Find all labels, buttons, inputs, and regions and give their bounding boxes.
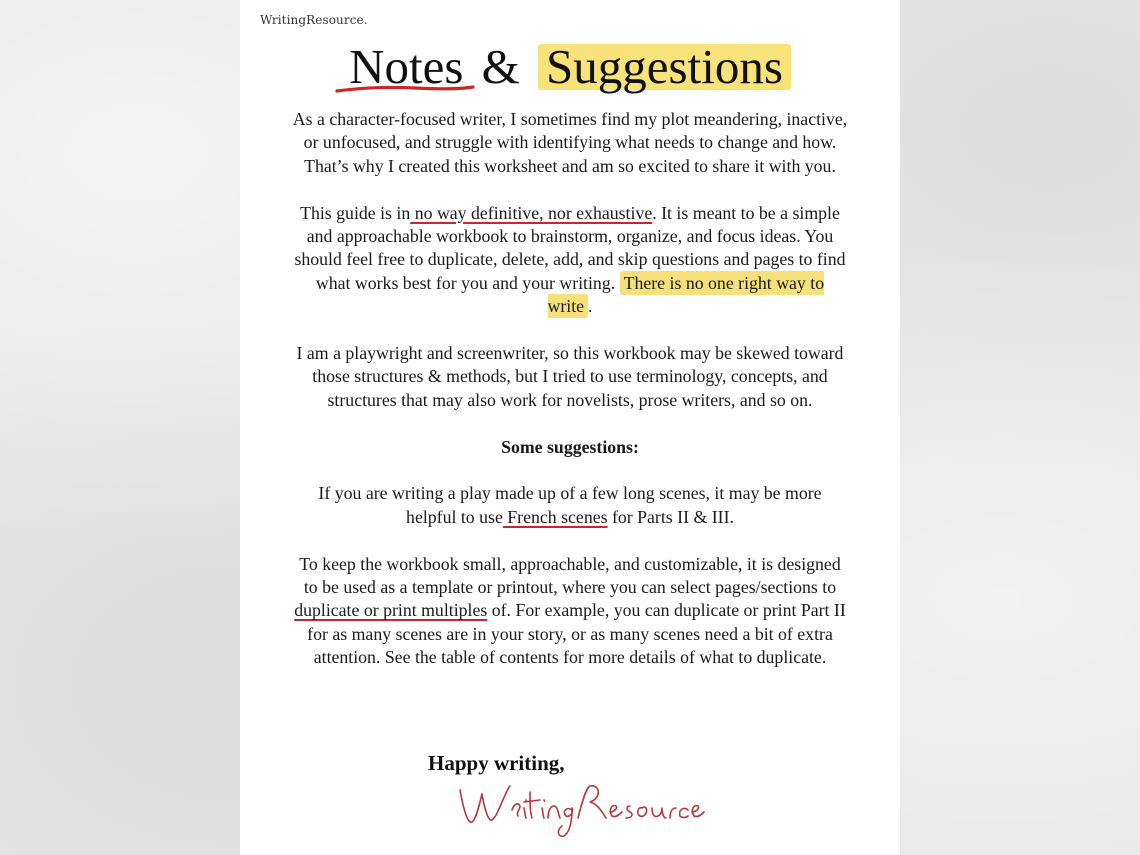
paragraph-french-scenes xyxy=(292,482,848,529)
body-text xyxy=(292,108,848,693)
paragraph-intro: As a character-focused writer, I sometimes find my plot meandering, inactive, or unfocused, and struggle with identifying what needs to change and how. That’s why I created this worksheet and am so excited to share it with you. xyxy=(292,109,848,176)
french-text-a: If you are writing a play made up of a few long scenes, it may be more helpful to use xyxy=(318,483,822,527)
duplicate-text-b: of. For example, you can duplicate or print Part II for as many scenes are in your story, or as many scenes need a bit of extra attention. See the table of contents for more details of what to duplicate. xyxy=(307,600,846,668)
title-notes-text: Notes xyxy=(349,39,464,94)
paragraph-duplicate xyxy=(292,553,848,670)
title-red-underline xyxy=(335,84,475,94)
title-ampersand: & xyxy=(481,39,520,94)
guide-text-c: . xyxy=(588,296,593,317)
title-word-suggestions: Suggestions xyxy=(538,44,791,90)
french-underlined-text: French scenes xyxy=(502,506,608,527)
duplicate-underlined-text: duplicate or print multiples xyxy=(294,600,488,621)
guide-text-a: This guide is in xyxy=(300,202,411,223)
french-text-b: for Parts II & III. xyxy=(607,506,734,527)
guide-text-b: . It is meant to be a simple and approachable workbook to brainstorm, organize, and focus ideas. You should feel free to duplicate, delete, add, and skip questions and pages to find what works best for you and your writing. xyxy=(294,202,846,293)
suggestions-heading: Some suggestions: xyxy=(501,436,639,457)
title-word-notes xyxy=(349,38,463,96)
paragraph-guide xyxy=(292,202,848,319)
paragraph-playwright: I am a playwright and screenwriter, so this workbook may be skewed toward those structures & methods, but I tried to use terminology, concepts, and structures that may also work for novelists, prose writers, and so on. xyxy=(296,343,844,410)
brand-label: WritingResource. xyxy=(260,13,368,27)
closing-line: Happy writing, xyxy=(428,751,565,775)
guide-highlighted-text: There is no one right way to write xyxy=(547,272,825,317)
duplicate-text-a: To keep the workbook small, approachable, and customizable, it is designed to be used as a template or printout, where you can select pages/sections to xyxy=(299,553,841,598)
page-title xyxy=(240,38,900,96)
handwritten-signature xyxy=(450,772,710,842)
document-page xyxy=(240,0,900,855)
guide-underlined-text: no way definitive, nor exhaustive xyxy=(410,202,653,223)
